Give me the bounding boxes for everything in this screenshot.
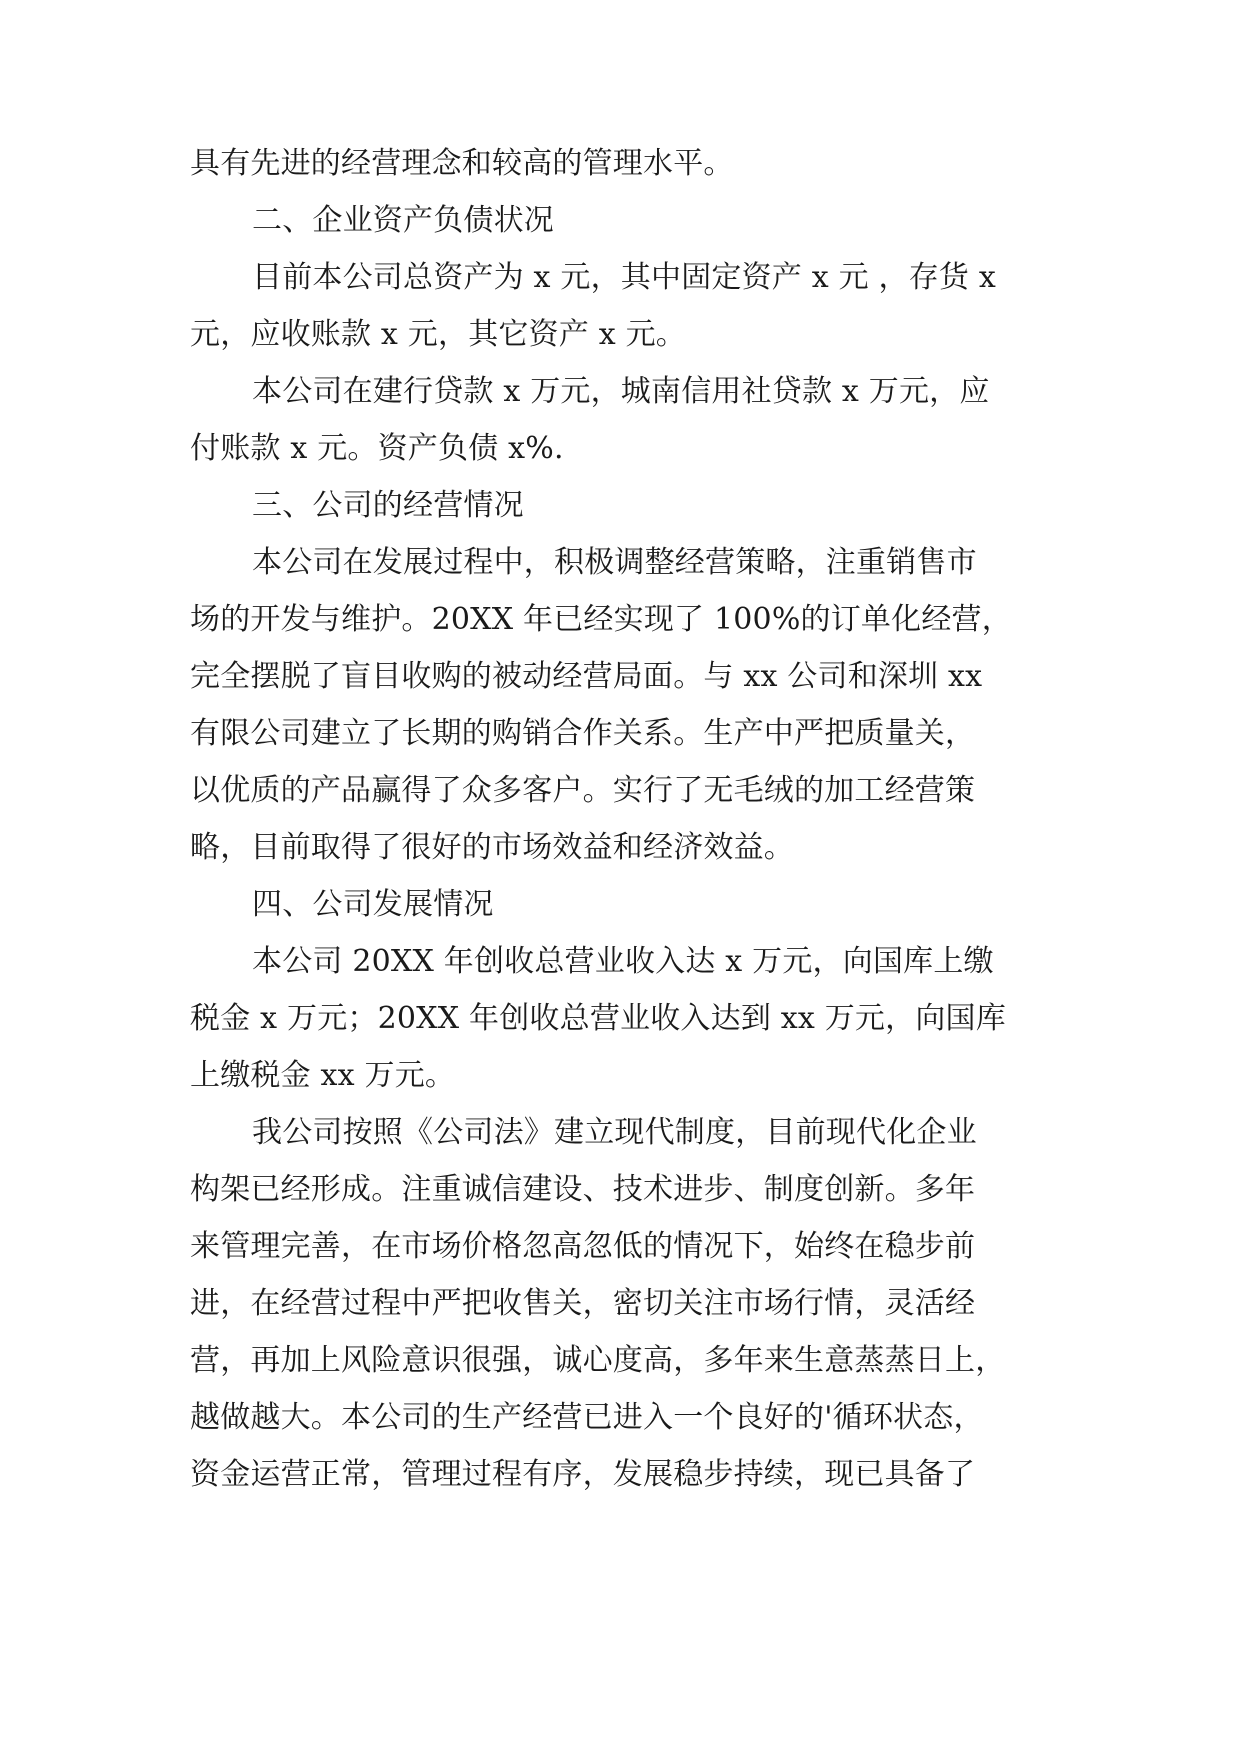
section-heading-3: 三、公司的经营情况 <box>252 488 524 523</box>
paragraph-line: 元，应收账款 x 元，其它资产 x 元。 <box>190 317 686 352</box>
paragraph-line: 具有先进的经营理念和较高的管理水平。 <box>190 146 734 181</box>
paragraph-line: 以优质的产品赢得了众多客户。实行了无毛绒的加工经营策 <box>190 773 976 808</box>
paragraph-line: 有限公司建立了长期的购销合作关系。生产中严把质量关， <box>190 716 976 751</box>
paragraph-line: 本公司在建行贷款 x 万元，城南信用社贷款 x 万元，应 <box>252 374 990 409</box>
paragraph-line: 略，目前取得了很好的市场效益和经济效益。 <box>190 830 794 865</box>
paragraph-line: 资金运营正常，管理过程有序，发展稳步持续，现已具备了 <box>190 1457 976 1492</box>
paragraph-line: 场的开发与维护。20XX 年已经实现了 100%的订单化经营， <box>190 602 1012 637</box>
paragraph-line: 本公司 20XX 年创收总营业收入达 x 万元，向国库上缴 <box>252 944 994 979</box>
paragraph-line: 营，再加上风险意识很强，诚心度高，多年来生意蒸蒸日上， <box>190 1343 1006 1378</box>
section-heading-4: 四、公司发展情况 <box>252 887 494 922</box>
paragraph-line: 税金 x 万元；20XX 年创收总营业收入达到 xx 万元，向国库 <box>190 1001 1006 1036</box>
paragraph-line: 越做越大。本公司的生产经营已进入一个良好的'循环状态， <box>190 1400 984 1435</box>
paragraph-line: 我公司按照《公司法》建立现代制度，目前现代化企业 <box>252 1115 977 1150</box>
paragraph-line: 完全摆脱了盲目收购的被动经营局面。与 xx 公司和深圳 xx <box>190 659 983 694</box>
paragraph-line: 付账款 x 元。资产负债 x%. <box>190 431 564 466</box>
paragraph-line: 进，在经营过程中严把收售关，密切关注市场行情，灵活经 <box>190 1286 976 1321</box>
section-heading-2: 二、企业资产负债状况 <box>252 203 554 238</box>
paragraph-line: 来管理完善，在市场价格忽高忽低的情况下，始终在稳步前 <box>190 1229 976 1264</box>
paragraph-line: 本公司在发展过程中，积极调整经营策略，注重销售市 <box>252 545 977 580</box>
paragraph-line: 上缴税金 xx 万元。 <box>190 1058 456 1093</box>
paragraph-line: 目前本公司总资产为 x 元，其中固定资产 x 元 ，存货 x <box>252 260 996 295</box>
paragraph-line: 构架已经形成。注重诚信建设、技术进步、制度创新。多年 <box>190 1172 976 1207</box>
